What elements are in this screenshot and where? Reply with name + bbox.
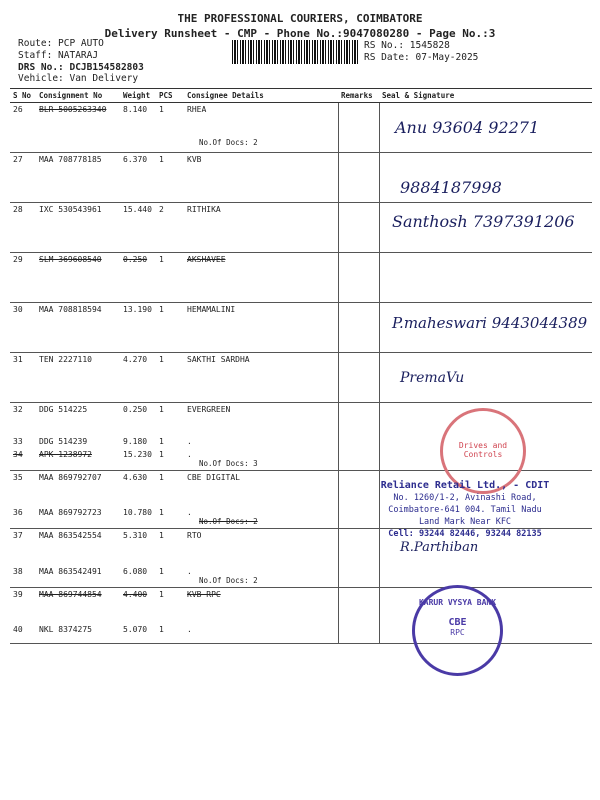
weight: 8.140 (120, 103, 156, 153)
consignee-name: RHEA (187, 105, 207, 114)
sno: 36 (10, 506, 36, 529)
pcs: 1 (159, 531, 164, 540)
weight: 4.630 (123, 472, 148, 482)
docs-count: No.Of Docs: 2 (199, 138, 258, 147)
pcs: 1 (156, 253, 184, 303)
consignee-cell (184, 565, 338, 588)
sno: 30 (10, 303, 36, 353)
consignment-no: DDG 514225 (39, 405, 88, 414)
sno: 39 (13, 589, 23, 599)
col-weight: Weight (120, 89, 156, 103)
consignee-name: RTO (187, 531, 202, 540)
vehicle: Vehicle: Van Delivery (18, 73, 139, 84)
sno: 38 (10, 565, 36, 588)
consignment-no: MAA 863542554 (39, 531, 102, 540)
pcs: 1 (156, 623, 184, 643)
weight: 15.230 (120, 448, 156, 471)
signature-row26: Anu 93604 92271 (395, 118, 540, 137)
sno: 27 (10, 153, 36, 203)
consignee-cell (184, 448, 338, 471)
col-sno: S No (10, 89, 36, 103)
reliance-cell: Cell: 93244 82446, 93244 82135 (388, 529, 542, 539)
karur-vysya-bank-stamp (412, 585, 503, 676)
weight: 6.080 (120, 565, 156, 588)
signature-row30: P.maheswari 9443044389 (392, 314, 588, 332)
consignment-no: APK 1238972 (36, 448, 120, 471)
docs-count: No.Of Docs: 3 (199, 458, 258, 468)
runsheet-subtitle: Delivery Runsheet - CMP - Phone No.:9047080280 - Page No.:3 (104, 27, 496, 40)
pcs: 2 (156, 203, 184, 253)
consignee-name: RITHIKA (184, 203, 338, 253)
pcs: 1 (156, 448, 184, 471)
rs-number: RS No.: 1545828 (364, 40, 450, 51)
col-consignee: Consignee Details (184, 89, 338, 103)
consignment-no: MAA 869792723 (36, 506, 120, 529)
pcs: 1 (156, 303, 184, 353)
sno: 28 (10, 203, 36, 253)
consignment-no: SLM 369608540 (36, 253, 120, 303)
sno: 29 (10, 253, 36, 303)
weight: 0.250 (120, 253, 156, 303)
staff: Staff: NATARAJ (18, 50, 99, 61)
consignee-name: SAKTHI SARDHA (184, 353, 338, 403)
weight: 4.270 (120, 353, 156, 403)
table-row (10, 587, 592, 623)
consignee-name: KVB RPC (187, 589, 221, 599)
consignee-name: CBE DIGITAL (187, 472, 240, 482)
consignee-name: . (184, 623, 338, 643)
bank-name: KARUR VYSYA BANK (418, 598, 497, 607)
col-consignment: Consignment No (36, 89, 120, 103)
weight: 5.310 (123, 531, 148, 540)
runsheet-table (10, 88, 592, 644)
weight: 15.440 (120, 203, 156, 253)
weight: 13.190 (120, 303, 156, 353)
signature-row31: PremaVu (400, 370, 465, 386)
bank-branch: CBE (448, 617, 467, 628)
col-signature: Seal & Signature (379, 89, 592, 103)
table-row (10, 353, 592, 403)
docs-count: No.Of Docs: 2 (199, 575, 258, 585)
reliance-stamp (380, 480, 550, 540)
reliance-address2: Coimbatore-641 004. Tamil Nadu (388, 505, 542, 515)
consignment-no: MAA 708778185 (36, 153, 120, 203)
sno: 37 (13, 531, 23, 540)
pcs: 1 (156, 353, 184, 403)
pcs: 1 (159, 472, 164, 482)
docs-count: No.Of Docs: 2 (199, 517, 258, 526)
table-row (10, 153, 592, 203)
col-pcs: PCS (156, 89, 184, 103)
sno: 26 (10, 103, 36, 153)
company-title: THE PROFESSIONAL COURIERS, COIMBATORE (177, 12, 423, 25)
consignee-name: . (187, 449, 192, 459)
sno: 31 (10, 353, 36, 403)
reliance-address1: No. 1260/1-2, Avinashi Road, (393, 493, 537, 503)
weight: 10.780 (120, 506, 156, 529)
reliance-name: Reliance Retail Ltd., - CDIT (380, 480, 550, 491)
consignment-no: NKL 8374275 (36, 623, 120, 643)
pcs: 1 (156, 565, 184, 588)
consignment-no: MAA 863542491 (36, 565, 120, 588)
pcs: 1 (159, 436, 164, 446)
sno: 32 (13, 405, 23, 414)
consignee-name: HEMAMALINI (184, 303, 338, 353)
consignment-no: MAA 869792707 (39, 472, 102, 482)
table-row (10, 623, 592, 643)
rs-date: RS Date: 07-May-2025 (364, 52, 479, 63)
consignee-name: . (187, 436, 192, 446)
consignee-name: AKSHAVEE (184, 253, 338, 303)
weight: 4.400 (123, 589, 148, 599)
weight: 0.250 (123, 405, 148, 414)
sno: 33 (13, 436, 23, 446)
sno: 35 (13, 472, 23, 482)
consignment-no: IXC 530543961 (36, 203, 120, 253)
route: Route: PCP AUTO (18, 38, 104, 49)
weight: 5.070 (120, 623, 156, 643)
consignee-name: EVERGREEN (187, 405, 231, 414)
consignment-no: MAA 708818594 (36, 303, 120, 353)
sno: 40 (10, 623, 36, 643)
red-stamp-text: Drives and Controls (458, 441, 508, 459)
barcode (232, 40, 360, 64)
table-row (10, 565, 592, 588)
sno: 34 (10, 448, 36, 471)
signature-row27: 9884187998 (400, 178, 502, 197)
consignee-name: KVB (184, 153, 338, 203)
bank-rpc: RPC (450, 628, 465, 637)
consignment-no: MAA 869744854 (39, 589, 102, 599)
table-row (10, 253, 592, 303)
pcs: 1 (159, 405, 164, 414)
weight: 9.180 (123, 436, 148, 446)
consignee-cell (184, 506, 338, 529)
consignee-cell (184, 103, 338, 153)
pcs: 1 (156, 153, 184, 203)
drs-number: DRS No.: DCJB154582803 (18, 62, 144, 73)
consignee-name: . (187, 508, 192, 517)
pcs: 1 (156, 506, 184, 529)
consignment-no: BLR 5005263340 (36, 103, 120, 153)
signature-row28: Santhosh 7397391206 (392, 212, 575, 231)
consignee-name: . (187, 566, 192, 576)
pcs: 1 (156, 103, 184, 153)
pcs: 1 (159, 589, 164, 599)
consignment-no: DDG 514239 (39, 436, 88, 446)
reliance-landmark: Land Mark Near KFC (418, 517, 512, 527)
weight: 6.370 (120, 153, 156, 203)
signature-row37: R.Parthiban (400, 540, 479, 555)
col-remarks: Remarks (338, 89, 379, 103)
consignment-no: TEN 2227110 (36, 353, 120, 403)
